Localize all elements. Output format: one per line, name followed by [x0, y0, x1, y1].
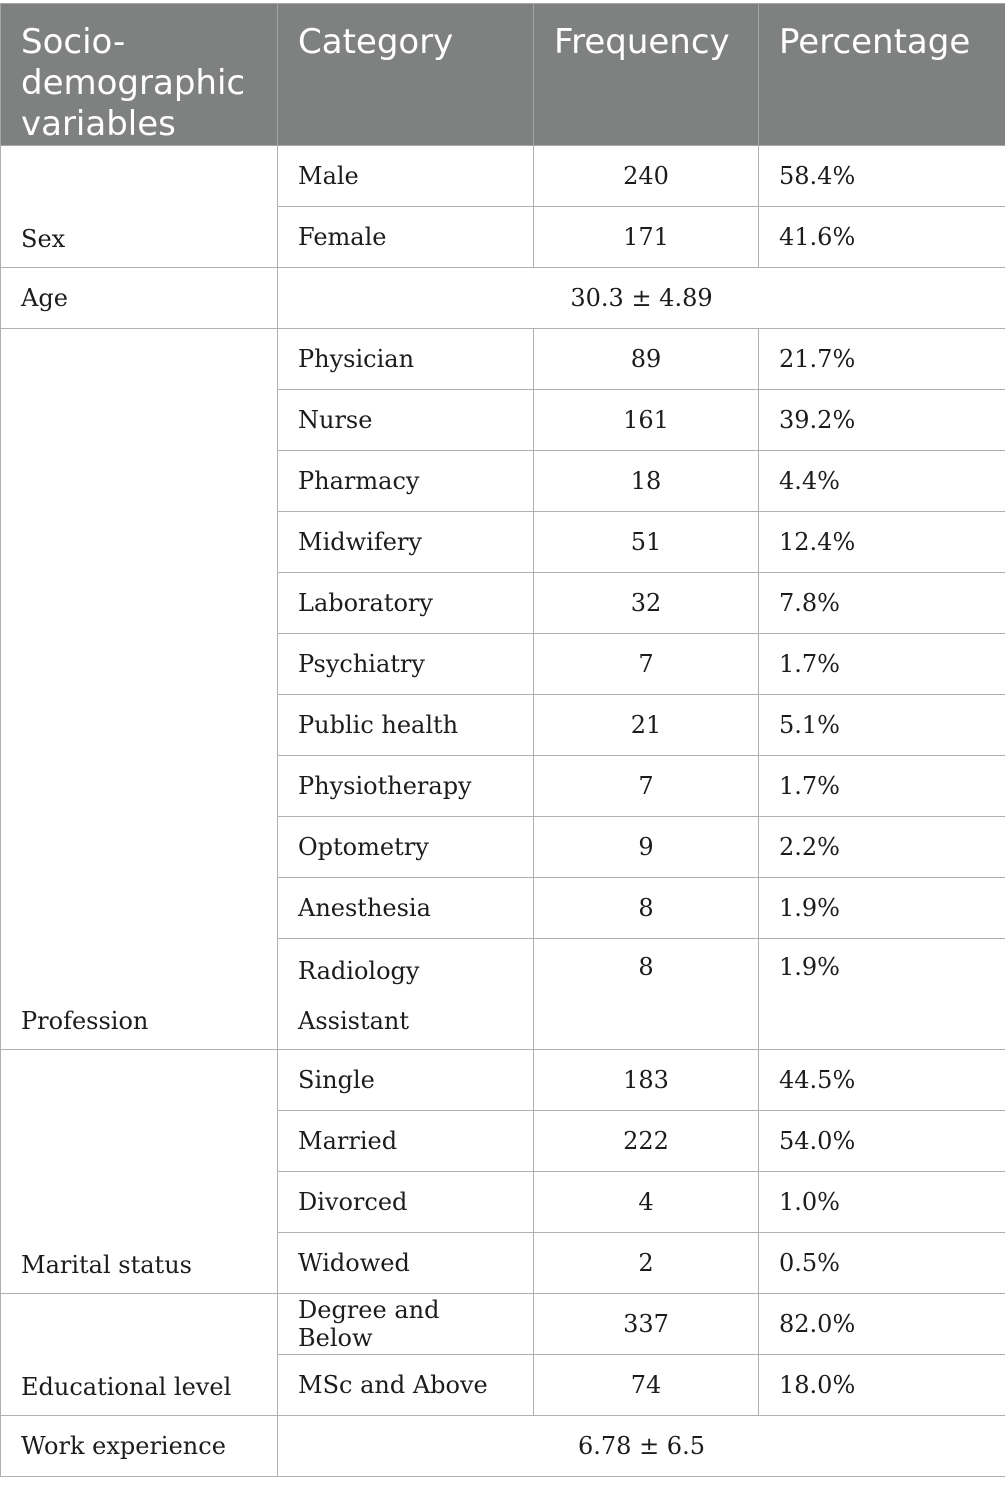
- category-cell: Anesthesia: [278, 878, 534, 939]
- category-cell: Divorced: [278, 1172, 534, 1233]
- frequency-cell: 9: [534, 817, 759, 878]
- frequency-cell: 32: [534, 573, 759, 634]
- header-frequency: Frequency: [534, 4, 759, 146]
- table-row: [1, 329, 1005, 390]
- frequency-cell: 8: [534, 878, 759, 939]
- variable-age: Age: [1, 268, 278, 329]
- percentage-cell: 58.4%: [759, 146, 1005, 207]
- category-cell: Widowed: [278, 1233, 534, 1294]
- category-cell: Radiology Assistant: [278, 939, 534, 1050]
- category-cell: Optometry: [278, 817, 534, 878]
- frequency-cell: 51: [534, 512, 759, 573]
- frequency-cell: 8: [534, 939, 759, 1050]
- percentage-cell: 1.9%: [759, 939, 1005, 1050]
- category-cell: Single: [278, 1050, 534, 1111]
- percentage-cell: 44.5%: [759, 1050, 1005, 1111]
- category-cell: Public health: [278, 695, 534, 756]
- category-cell: MSc and Above: [278, 1355, 534, 1416]
- variable-marital-status: Marital status: [1, 1050, 278, 1294]
- variable-profession: Profession: [1, 329, 278, 1050]
- header-percentage: Percentage: [759, 4, 1005, 146]
- category-cell: Pharmacy: [278, 451, 534, 512]
- frequency-cell: 183: [534, 1050, 759, 1111]
- category-cell: Female: [278, 207, 534, 268]
- percentage-cell: 0.5%: [759, 1233, 1005, 1294]
- percentage-cell: 1.9%: [759, 878, 1005, 939]
- percentage-cell: 1.0%: [759, 1172, 1005, 1233]
- category-cell: Psychiatry: [278, 634, 534, 695]
- frequency-cell: 18: [534, 451, 759, 512]
- percentage-cell: 4.4%: [759, 451, 1005, 512]
- percentage-cell: 1.7%: [759, 756, 1005, 817]
- category-cell: Married: [278, 1111, 534, 1172]
- frequency-cell: 2: [534, 1233, 759, 1294]
- table-row: [1, 268, 1005, 329]
- category-cell: Male: [278, 146, 534, 207]
- header-category: Category: [278, 4, 534, 146]
- variable-work-experience: Work experience: [1, 1416, 278, 1477]
- header-variables: Socio-demographic variables: [1, 4, 278, 146]
- table-row: [1, 1050, 1005, 1111]
- percentage-cell: 1.7%: [759, 634, 1005, 695]
- frequency-cell: 74: [534, 1355, 759, 1416]
- percentage-cell: 12.4%: [759, 512, 1005, 573]
- percentage-cell: 2.2%: [759, 817, 1005, 878]
- category-cell: Nurse: [278, 390, 534, 451]
- percentage-cell: 39.2%: [759, 390, 1005, 451]
- work-experience-value: 6.78 ± 6.5: [278, 1416, 1005, 1477]
- category-cell: Midwifery: [278, 512, 534, 573]
- frequency-cell: 161: [534, 390, 759, 451]
- table-row: [1, 1416, 1005, 1477]
- frequency-cell: 7: [534, 634, 759, 695]
- percentage-cell: 7.8%: [759, 573, 1005, 634]
- age-value: 30.3 ± 4.89: [278, 268, 1005, 329]
- frequency-cell: 171: [534, 207, 759, 268]
- category-cell: Physiotherapy: [278, 756, 534, 817]
- frequency-cell: 337: [534, 1294, 759, 1355]
- frequency-cell: 89: [534, 329, 759, 390]
- header-row: [1, 4, 1005, 146]
- sociodemographic-table: [0, 3, 1005, 1477]
- frequency-cell: 21: [534, 695, 759, 756]
- table-row: [1, 146, 1005, 207]
- frequency-cell: 4: [534, 1172, 759, 1233]
- percentage-cell: 82.0%: [759, 1294, 1005, 1355]
- percentage-cell: 18.0%: [759, 1355, 1005, 1416]
- category-cell: Laboratory: [278, 573, 534, 634]
- category-cell: Physician: [278, 329, 534, 390]
- frequency-cell: 7: [534, 756, 759, 817]
- percentage-cell: 41.6%: [759, 207, 1005, 268]
- percentage-cell: 5.1%: [759, 695, 1005, 756]
- percentage-cell: 54.0%: [759, 1111, 1005, 1172]
- frequency-cell: 222: [534, 1111, 759, 1172]
- variable-sex: Sex: [1, 146, 278, 268]
- category-cell: Degree and Below: [278, 1294, 534, 1355]
- percentage-cell: 21.7%: [759, 329, 1005, 390]
- variable-educational-level: Educational level: [1, 1294, 278, 1416]
- table-row: [1, 1294, 1005, 1355]
- frequency-cell: 240: [534, 146, 759, 207]
